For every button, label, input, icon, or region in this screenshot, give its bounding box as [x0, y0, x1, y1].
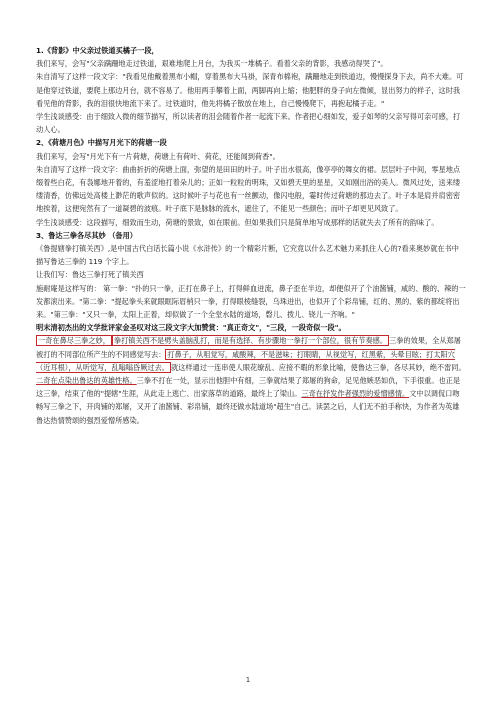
body-text-2: 就这样通过一连串使人眼花缭乱、应接不暇的形象比喻，使鲁达三拳，各尽其妙，绝不雷同。 — [170, 362, 466, 372]
section-3-paragraph-3: 施耐庵是这样写的： 第一拳："扑的只一拳，正打在鼻子上，打得鲜血迸流，鼻子歪在半边，却便似开了个油酱铺，咸的、酸的、辣的一发都滚出来。"第二拳："提起拳头来就眼眶际眉梢只一拳，打得眼棱缝裂，乌珠迸出，也似开了个彩帛铺，红的、黑的、紫的都绽将出来。"第三拳："又只一拳，太阳上正着，却似做了一个全堂水陆的道场，磬儿、拨儿、铙儿一齐响。" — [36, 283, 466, 320]
body-text-3: 三拳不打在一处，显示出他胆中有细，三拳就结果了郑屠的狗命，足见他嫉恶如仇，下手很重。也正是这三拳，结束了他的"提辖"生涯，从此走上逃亡、出家落草的道路，最终上了梁山。 — [36, 376, 461, 399]
boxed-text-2: 拳打镇关西不是劈头盖脑乱打，而是有选择、有步骤地一拳打一个部位，很有节奏感。 — [113, 336, 388, 346]
section-2-paragraph-2: 朱自清写了这样一段文字：曲曲折折的荷塘上面，弥望的是田田的叶子。叶子出水很高，像亭亭的舞女的裙。层层叶子中间，零星地点缀着些白花，有袅娜地开着的，有羞涩地打着朵儿的；正如一粒粒的明珠，又如碧天里的星星，又如刚出浴的美人。微风过处，送来缕缕清香，仿佛远处高楼上渺茫的歌声似的。这时候叶子与花也有一丝颤动，像闪电般，霎时传过荷塘的那边去了。叶子本是肩并肩密密地挨着，这便宛然有了一道凝碧的波痕。叶子底下是脉脉的流水，遮住了，不能见一些颜色；而叶子却更见风致了。 — [36, 164, 461, 214]
section-1-paragraph-2: 朱自清写了这样一段文字："我看见他戴着黑布小帽，穿着黑布大马褂，深青布棉袍，蹒跚地走到铁道边，慢慢探身下去，尚不大难。可是他穿过铁道，要爬上那边月台，就不容易了。他用两手攀着上面，两脚再向上缩；他肥胖的身子向左微倾，显出努力的样子，这时我看见他的背影，我的泪很快地流下来了。过铁道时，他先将橘子散放在地上，自己慢慢爬下，再抱起橘子走。" — [36, 72, 464, 108]
boxed-text-1: 一奇在鼻尽三拳之妙， — [38, 336, 110, 346]
section-2-paragraph-3: 学生浅谈感受：这段描写，细致而生动，荷塘的景致，如在眼前。但如果我们只是简单地写成那样的话就失去了所有的韵味了。 — [36, 217, 439, 227]
section-1-paragraph-1: 我们来写，会写"父亲蹒跚地走过铁道，艰难地爬上月台，为我买一堆橘子。看着父亲的背影，我感动得哭了"。 — [36, 59, 388, 69]
underlined-text-2: 三奇在抒发作者强烈的爱憎感情。 — [301, 389, 410, 399]
body-text-4: 文中以调侃口吻畅写三拳之下，开肉铺的郑屠，又开了油酱铺、彩帛铺，最终还做水陆道场"超生"自己。读罢之后，人们无不拍手称快，为作者为英雄鲁达热情赞颂的强烈爱憎所感染。 — [36, 389, 460, 425]
section-3-heading: 3、鲁达三拳各尽其妙 （备用） — [36, 230, 137, 240]
underlined-text-1: 二奇在点染出鲁达的英雄性格。 — [36, 376, 137, 386]
section-3-paragraph-1: 《鲁提辖拳打镇关西》,是中国古代白话长篇小说《水浒传》的一个精彩片断，它究竟以什么艺术魅力来抓住人心的?看来奥妙就在书中描写鲁达三拳的 119 个字上。 — [36, 244, 459, 267]
section-2-heading: 2、《荷塘月色》中描写月光下的荷塘一段 — [36, 138, 167, 148]
page-number: 1 — [245, 676, 251, 684]
section-4-paragraph — [36, 334, 466, 426]
body-text-1: 三拳的效果，全从郑屠被打的不同部位所产生的不同感觉写去： — [36, 336, 461, 359]
boxed-text-3: 打鼻子，从咀觉写，咸酸辣，不是滋味；打眼睛，从视觉写，红黑紫，头晕目眩；打太阳穴（近耳根），从听觉写，乱嗡嗡昏厥过去。 — [36, 349, 455, 372]
section-3-paragraph-2: 让我们写：鲁达三拳打死了镇关西 — [36, 270, 144, 280]
document-body — [36, 44, 466, 427]
section-4-heading: 明末清初杰出的文学批评家金圣叹对这三段文字大加赞赏："真正奇文"，"三段，一段奇似一段"。 — [36, 323, 346, 333]
section-1-heading: 1.《背影》中父亲过铁道买橘子一段， — [36, 46, 159, 55]
section-1-paragraph-3: 学生浅谈感受：由于细致入微的细节描写，所以读者的泪会随着作者一起流下来。作者把心细如发，爱子如琴的父亲写得可亲可感，打动人心。 — [36, 112, 461, 135]
section-2-paragraph-1: 我们来写，会写"月光下有一片荷塘，荷塘上有荷叶、荷花，还能闻到荷香"。 — [36, 151, 280, 161]
